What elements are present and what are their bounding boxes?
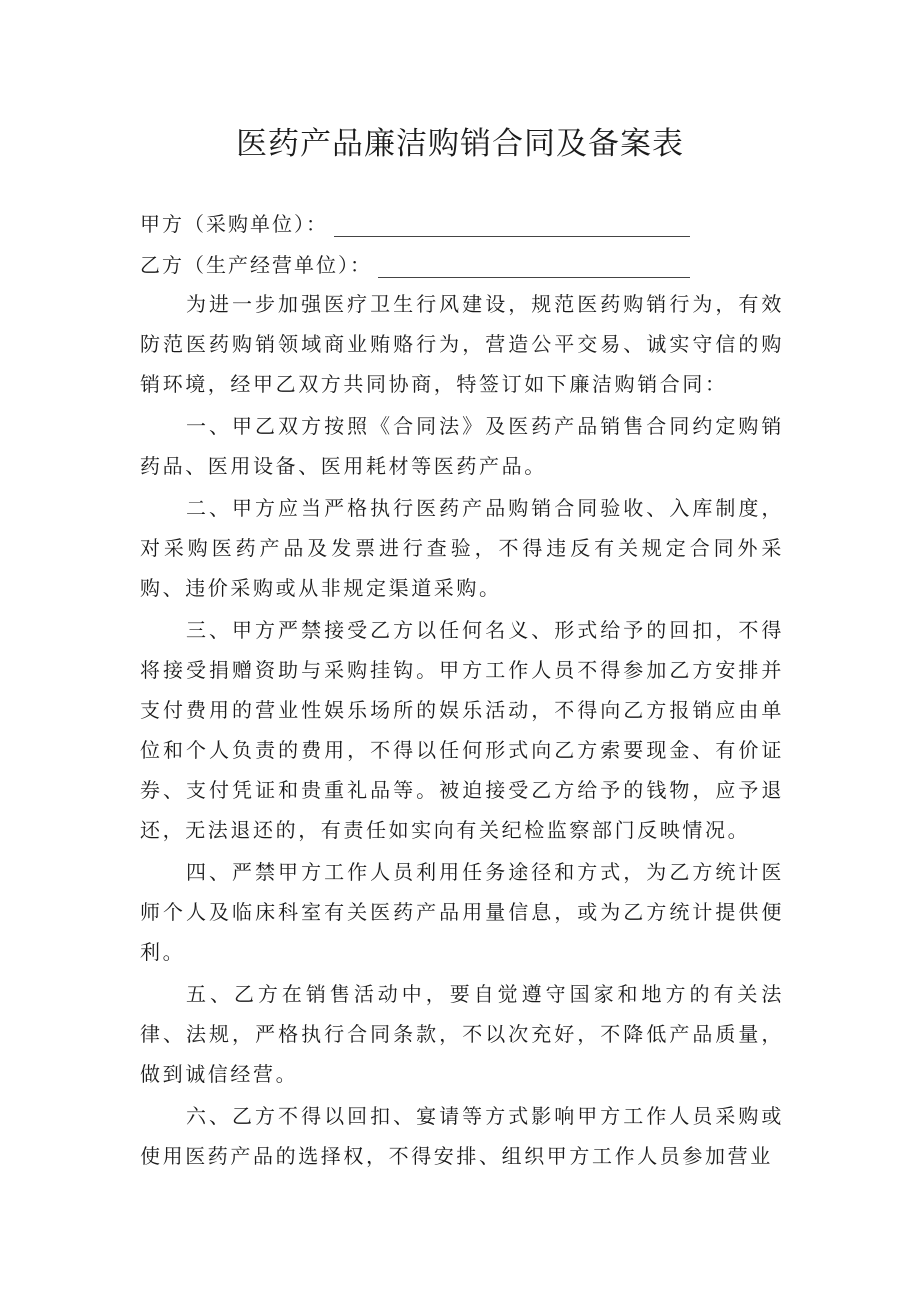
clause-3-paragraph: 三、甲方严禁接受乙方以任何名义、形式给予的回扣，不得将接受捐赠资助与采购挂钩。甲方工作人员不得参加乙方安排并支付费用的营业性娱乐场所的娱乐活动，不得向乙方报销应由单位和个人负责的费用，不得以任何形式向乙方索要现金、有价证券、支付凭证和贵重礼品等。被迫接受乙方给予的钱物，应予退还，无法退还的，有责任如实向有关纪检监察部门反映情况。 xyxy=(140,618,784,842)
party-a-blank-line xyxy=(334,214,690,237)
party-b-label: 乙方（生产经营单位）： xyxy=(140,253,372,277)
clause-2-paragraph: 二、甲方应当严格执行医药产品购销合同验收、入库制度，对采购医药产品及发票进行查验，不得违反有关规定合同外采购、违价采购或从非规定渠道采购。 xyxy=(140,496,784,600)
party-a-label: 甲方（采购单位）： xyxy=(140,212,328,236)
clause-1-paragraph: 一、甲乙双方按照《合同法》及医药产品销售合同约定购销药品、医用设备、医用耗材等医药产品。 xyxy=(140,414,784,478)
party-b-blank-line xyxy=(378,255,690,278)
clause-6-paragraph: 六、乙方不得以回扣、宴请等方式影响甲方工作人员采购或使用医药产品的选择权，不得安排、组织甲方工作人员参加营业 xyxy=(140,1104,784,1168)
clause-4-paragraph: 四、严禁甲方工作人员利用任务途径和方式，为乙方统计医师个人及临床科室有关医药产品用量信息，或为乙方统计提供便利。 xyxy=(140,860,784,964)
contract-body xyxy=(140,284,784,1176)
party-b-field xyxy=(140,249,690,278)
document-title: 医药产品廉洁购销合同及备案表 xyxy=(236,126,684,162)
preamble-paragraph: 为进一步加强医疗卫生行风建设，规范医药购销行为，有效防范医药购销领域商业贿赂行为，营造公平交易、诚实守信的购销环境，经甲乙双方共同协商，特签订如下廉洁购销合同： xyxy=(140,292,784,396)
party-a-field xyxy=(140,208,690,237)
clause-5-paragraph: 五、乙方在销售活动中，要自觉遵守国家和地方的有关法律、法规，严格执行合同条款，不以次充好，不降低产品质量，做到诚信经营。 xyxy=(140,982,784,1086)
